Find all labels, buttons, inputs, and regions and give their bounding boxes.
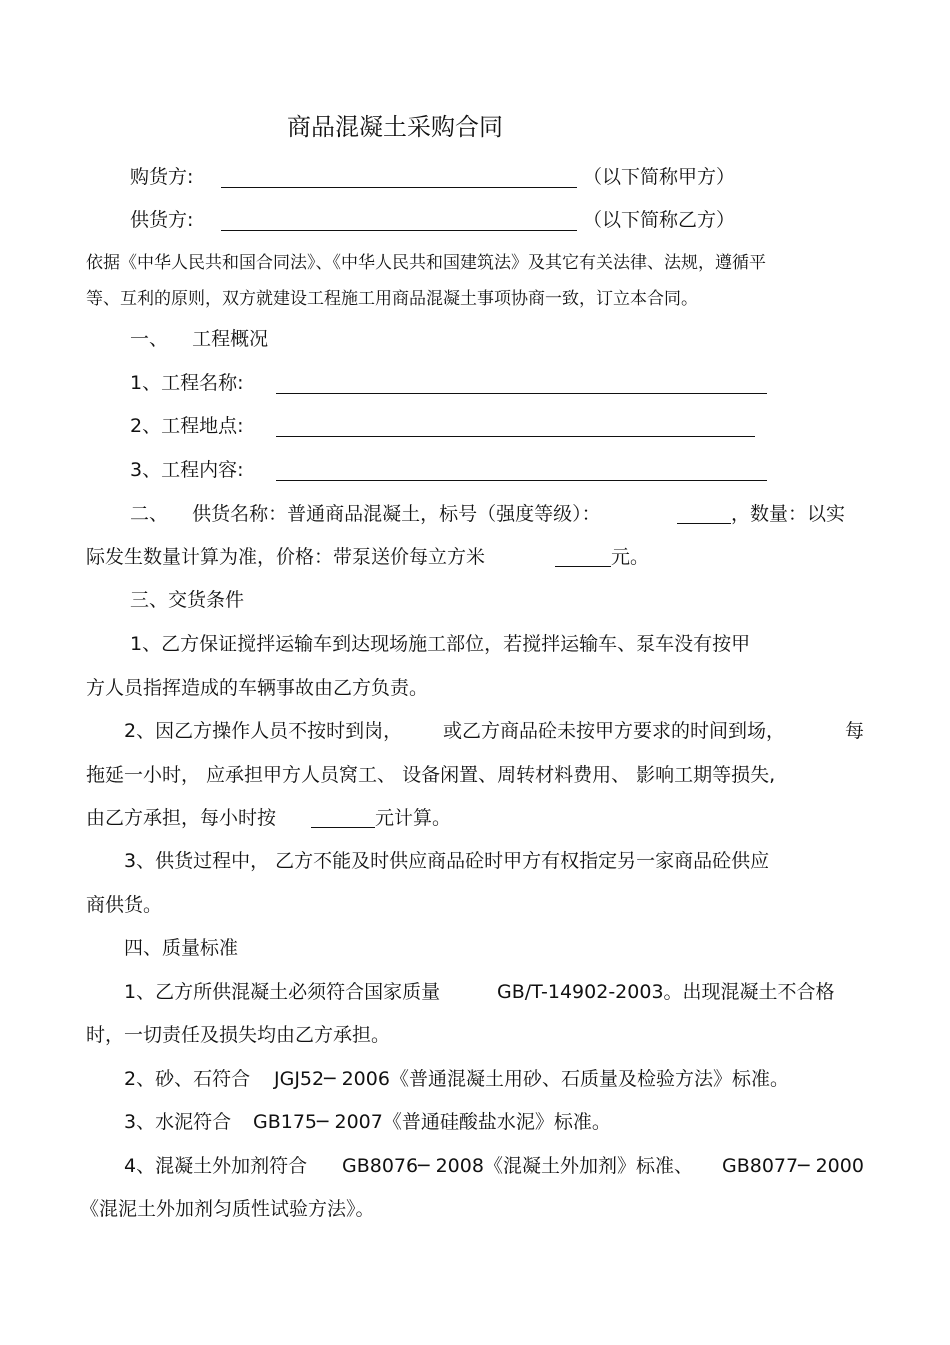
section-3-p1-line-2: 方人员指挥造成的车辆事故由乙方负责。	[86, 677, 429, 699]
section-3-p2-line-1a: 2、因乙方操作人员不按时到岗，	[124, 720, 403, 742]
supplier-label: 供货方:	[130, 209, 194, 231]
project-name-label: 1、工程名称:	[130, 372, 244, 394]
section-4-heading: 四、质量标准	[124, 937, 239, 959]
section-3-p2-line-1b: 或乙方商品砼未按甲方要求的时间到场，	[443, 720, 786, 742]
section-3-p2-line-3a: 由乙方承担，每小时按	[86, 807, 277, 829]
section-4-p2a: 2、砂、石符合	[124, 1068, 251, 1090]
supplier-suffix: （以下简称乙方）	[583, 209, 736, 231]
section-4-p3b: GB175─ 2007《普通硅酸盐水泥》标准。	[253, 1111, 611, 1133]
section-3-p2-line-2: 拖延一小时， 应承担甲方人员窝工、 设备闲置、周转材料费用、 影响工期等损失,	[86, 764, 776, 786]
project-name-blank[interactable]	[276, 393, 767, 394]
section-4-p4a: 4、混凝土外加剂符合	[124, 1155, 308, 1177]
section-3-p1-line-1: 1、乙方保证搅拌运输车到达现场施工部位，若搅拌运输车、泵车没有按甲	[130, 633, 751, 655]
section-4-p4c: GB8077─ 2000	[722, 1155, 864, 1177]
section-4-p1-line-2: 时，一切责任及损失均由乙方承担。	[86, 1024, 391, 1046]
supplier-blank[interactable]	[221, 230, 577, 231]
section-3-p3-line-2: 商供货。	[86, 894, 163, 916]
page-title: 商品混凝土采购合同	[287, 113, 503, 141]
section-4-p4b: GB8076─ 2008《混凝土外加剂》标准、	[342, 1155, 693, 1177]
section-3-p2-line-1c: 每	[845, 720, 865, 742]
grade-blank[interactable]	[677, 523, 731, 524]
section-2-line-1b: ，数量：以实	[731, 503, 846, 525]
section-3-p2-line-3b: 元计算。	[375, 807, 452, 829]
section-1-heading: 一、 工程概况	[130, 328, 269, 350]
section-4-p3a: 3、水泥符合	[124, 1111, 232, 1133]
project-location-blank[interactable]	[276, 436, 755, 437]
section-2-line-2b: 元。	[611, 546, 650, 568]
buyer-blank[interactable]	[221, 187, 577, 188]
project-location-label: 2、工程地点:	[130, 415, 244, 437]
section-3-heading: 三、交货条件	[130, 589, 245, 611]
section-2-line-1a: 二、 供货名称：普通商品混凝土，标号（强度等级）：	[130, 503, 601, 525]
section-2-line-2a: 际发生数量计算为准，价格：带泵送价每立方米	[86, 546, 486, 568]
project-content-blank[interactable]	[276, 480, 767, 481]
section-4-p2b: JGJ52─ 2006《普通混凝土用砂、石质量及检验方法》标准。	[274, 1068, 789, 1090]
section-4-p4-line-2: 《混泥土外加剂匀质性试验方法》。	[80, 1198, 375, 1220]
price-blank[interactable]	[555, 566, 611, 567]
section-4-p1-line-1a: 1、乙方所供混凝土必须符合国家质量	[124, 981, 441, 1003]
buyer-label: 购货方:	[130, 166, 194, 188]
hourly-rate-blank[interactable]	[311, 827, 375, 828]
preamble-line-2: 等、互利的原则，双方就建设工程施工用商品混凝土事项协商一致，订立本合同。	[86, 289, 698, 309]
section-4-p1-line-1b: GB/T-14902-2003。出现混凝土不合格	[497, 981, 835, 1003]
project-content-label: 3、工程内容:	[130, 459, 244, 481]
section-3-p3-line-1: 3、供货过程中， 乙方不能及时供应商品砼时甲方有权指定另一家商品砼供应	[124, 850, 770, 872]
buyer-suffix: （以下简称甲方）	[583, 166, 736, 188]
preamble-line-1: 依据《中华人民共和国合同法》、《中华人民共和国建筑法》及其它有关法律、法规，遵循平	[86, 253, 766, 273]
